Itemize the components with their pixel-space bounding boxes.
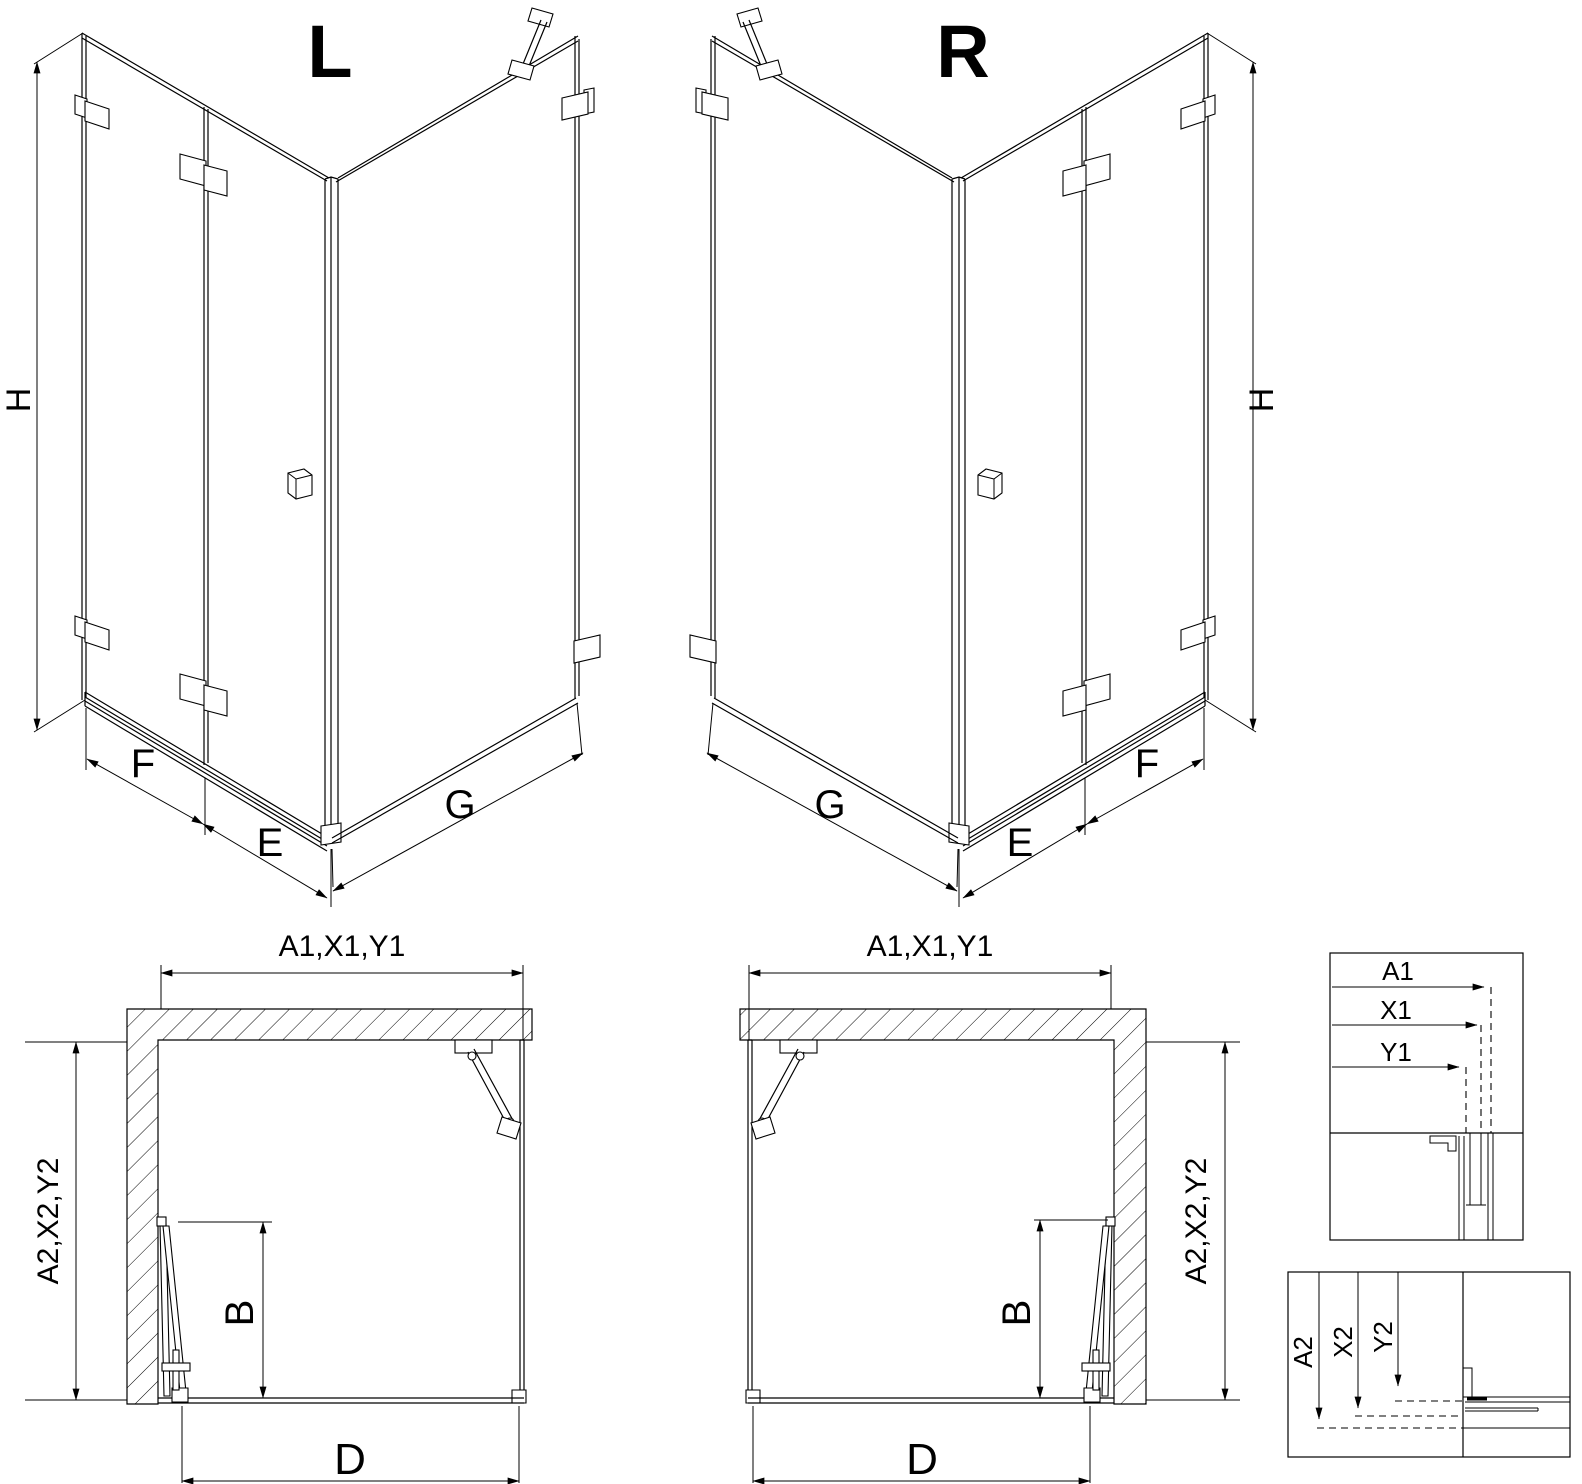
door-knob (978, 469, 1002, 499)
wall-bracket-bottom-plate (85, 622, 109, 650)
label-a2: A2 (1288, 1336, 1318, 1368)
tray-front-edge (158, 1398, 524, 1403)
label-height: H (1243, 387, 1281, 413)
side-glass-panel (746, 1040, 760, 1403)
label-x2: X2 (1328, 1326, 1358, 1358)
door-hinge-bottom-plate (204, 685, 227, 716)
detail-width-references (1330, 953, 1523, 1240)
label-width: A1,X1,Y1 (278, 930, 406, 963)
open-door (157, 1217, 190, 1402)
label-door-width: B (995, 1299, 1039, 1327)
door-top-pivot (1106, 1217, 1115, 1226)
variant-title-left: L (307, 10, 353, 93)
side-bracket-bottom (690, 635, 716, 663)
glass-wall-side-panel (332, 36, 579, 843)
open-door (1082, 1217, 1115, 1402)
door-hinge-top (1084, 154, 1110, 186)
label-side-panel: G (814, 783, 846, 827)
shower-tray-rail (85, 692, 327, 851)
label-opening: D (906, 1435, 938, 1484)
glass-wall-door-side (961, 33, 1208, 765)
glass-wall-side-panel (711, 36, 958, 843)
door-hinge-top (180, 154, 206, 186)
stabilizer-bar-plan (455, 1040, 521, 1139)
stabilizer-wall-plate (455, 1040, 492, 1053)
label-y1: Y1 (1380, 1037, 1412, 1067)
detail-depth-references (1288, 1272, 1570, 1457)
door-hinge-top-plate (204, 165, 227, 196)
label-height: H (0, 387, 38, 413)
label-door-panel: E (256, 821, 284, 865)
label-a1: A1 (1382, 956, 1414, 986)
stabilizer-bar (743, 20, 767, 66)
label-width: A1,X1,Y1 (866, 930, 994, 963)
wall-bracket-bottom-plate (1181, 622, 1205, 650)
label-door-panel: E (1006, 821, 1034, 865)
side-bracket-top-plate (702, 92, 728, 120)
side-bracket-bottom (574, 635, 600, 663)
building-wall-hatched (740, 1009, 1146, 1404)
stabilizer-clamp (497, 1117, 521, 1139)
door-hinge-bottom-plate (1063, 685, 1086, 716)
stabilizer-wall-plate (780, 1040, 817, 1053)
dim-opening-d (182, 1406, 519, 1484)
door-hinge-divider (204, 107, 208, 765)
label-y2: Y2 (1368, 1321, 1398, 1353)
stabilizer-wall-plate (528, 8, 553, 27)
panel-foot (512, 1390, 526, 1403)
shower-tray-rail (963, 692, 1205, 851)
door-top-pivot (157, 1217, 166, 1226)
dim-depth-a2x2y2 (25, 1042, 127, 1400)
door-hinge-bottom (180, 674, 206, 706)
dim-base-g (332, 703, 583, 891)
dim-depth-a2x2y2 (1146, 1042, 1240, 1400)
iso-view-right-variant (690, 8, 1281, 907)
door-handle-bar (1082, 1363, 1110, 1371)
dim-door-b (178, 1222, 272, 1398)
door-hinge-divider (1082, 107, 1086, 765)
variant-title-right: R (936, 10, 990, 93)
dim-height-h (1205, 33, 1281, 732)
plan-view-left-variant (25, 930, 532, 1484)
label-fixed-panel: F (130, 742, 156, 786)
corner-post (949, 177, 969, 845)
label-side-panel: G (444, 783, 476, 827)
dim-height-h (0, 33, 85, 732)
glass-wall-door-side (82, 33, 329, 765)
detail-border (1288, 1272, 1570, 1457)
wall-bracket-top-plate (85, 101, 109, 129)
iso-view-left-variant (0, 8, 600, 907)
stabilizer-bar (523, 20, 547, 66)
label-fixed-panel: F (1134, 742, 1160, 786)
door-hinge-bottom (1084, 674, 1110, 706)
stabilizer-wall-plate (737, 8, 762, 27)
label-x1: X1 (1380, 995, 1412, 1025)
building-wall-hatched (127, 1009, 532, 1404)
dim-opening-d (753, 1406, 1090, 1484)
label-door-width: B (218, 1299, 262, 1327)
plan-view-right-variant (740, 930, 1240, 1484)
stabilizer-bar-plan (751, 1040, 817, 1139)
label-opening: D (334, 1435, 366, 1484)
panel-foot (746, 1390, 760, 1403)
detail-border (1330, 953, 1523, 1240)
profile-cross-section (1430, 1133, 1493, 1240)
dim-base-g (707, 703, 958, 891)
label-depth: A2,X2,Y2 (32, 1157, 65, 1285)
side-glass-panel (512, 1040, 526, 1403)
corner-post (321, 177, 341, 845)
wall-bracket-top-plate (1181, 101, 1205, 129)
label-depth: A2,X2,Y2 (1180, 1157, 1213, 1285)
door-handle-bar (162, 1363, 190, 1371)
tray-front-edge (748, 1398, 1114, 1403)
door-knob (288, 469, 312, 499)
door-hinge-top-plate (1063, 165, 1086, 196)
side-bracket-top-plate (562, 92, 588, 120)
stabilizer-clamp (751, 1117, 775, 1139)
profile-cross-section (1463, 1368, 1570, 1428)
